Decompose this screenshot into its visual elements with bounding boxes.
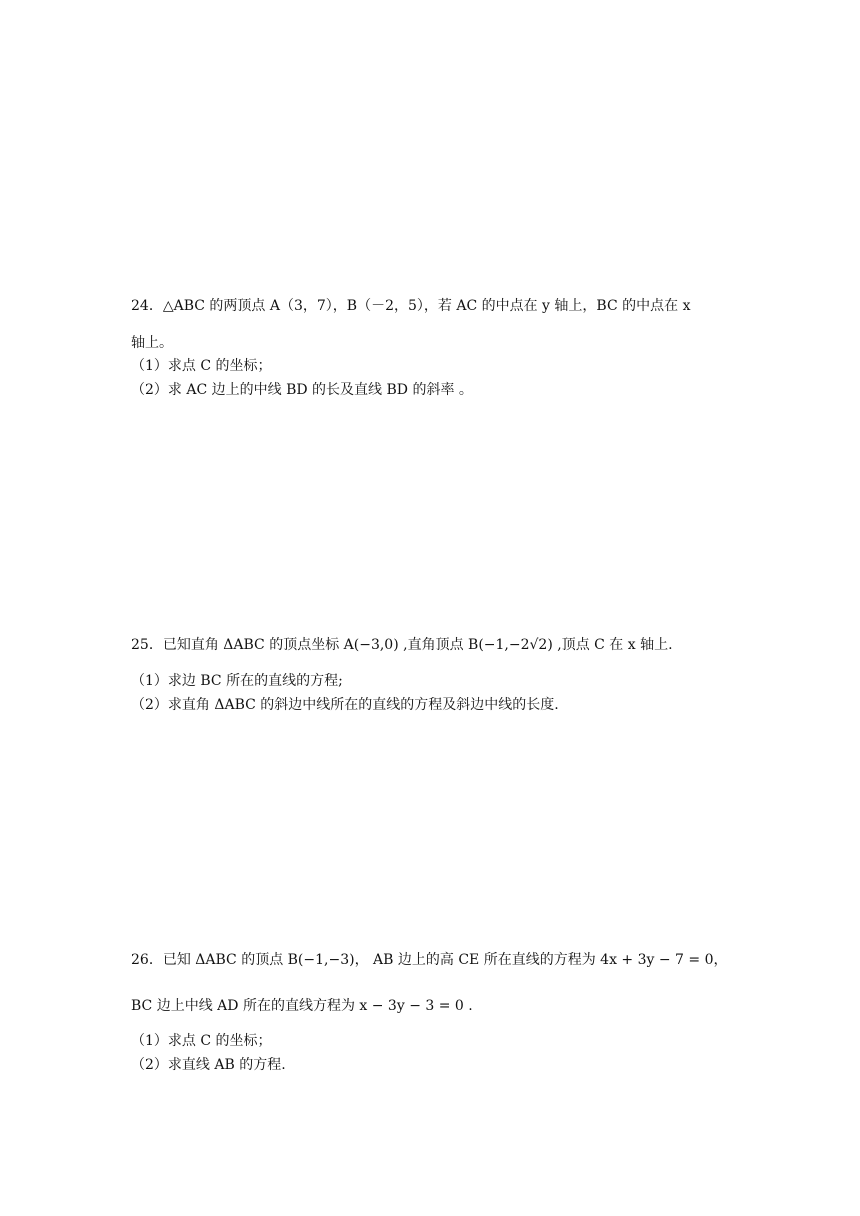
q26-part1: （1）求点 C 的坐标； bbox=[131, 1033, 272, 1049]
q24-stem-line2: 轴上。 bbox=[131, 335, 173, 351]
q24-part1: （1）求点 C 的坐标； bbox=[131, 358, 272, 374]
q25-part1: （1）求边 BC 所在的直线的方程; bbox=[131, 673, 343, 689]
q26-stem-line2: BC 边上中线 AD 所在的直线方程为 x − 3y − 3 = 0 . bbox=[131, 998, 473, 1014]
q24-stem-line1: 24．△ABC 的两顶点 A（3，7），B（－2，5），若 AC 的中点在 y 轴上，BC 的中点在 x bbox=[131, 298, 691, 314]
q24-part2: （2）求 AC 边上的中线 BD 的长及直线 BD 的斜率 。 bbox=[131, 382, 473, 398]
q25-stem: 25．已知直角 ΔABC 的顶点坐标 A(−3,0) ,直角顶点 B(−1,−2√2) ,顶点 C 在 x 轴上. bbox=[131, 637, 673, 653]
q26-part2: （2）求直线 AB 的方程. bbox=[131, 1057, 286, 1073]
q26-stem-line1: 26．已知 ΔABC 的顶点 B(−1,−3)， AB 边上的高 CE 所在直线的方程为 4x + 3y − 7 = 0， bbox=[131, 952, 728, 968]
q25-part2: （2）求直角 ΔABC 的斜边中线所在的直线的方程及斜边中线的长度. bbox=[131, 697, 559, 713]
